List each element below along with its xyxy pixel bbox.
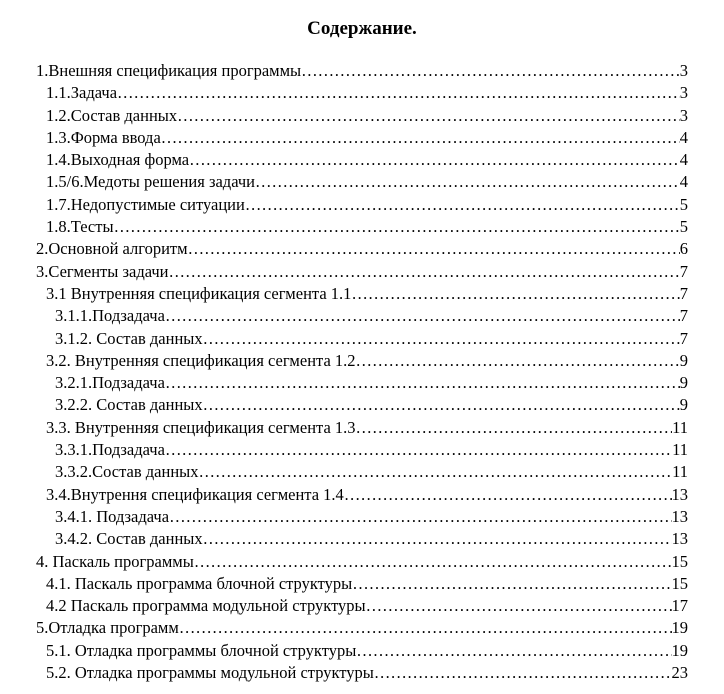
dot-leader [165, 372, 680, 394]
page-number: 7 [679, 328, 688, 348]
page-number: 5 [679, 194, 688, 214]
toc-entry [36, 528, 688, 550]
toc-entry [36, 194, 688, 216]
dot-leader [169, 261, 680, 283]
page-number: 3 [679, 61, 688, 80]
dot-leader [188, 238, 680, 260]
dot-leader [203, 328, 680, 350]
page-number: 3 [679, 83, 688, 103]
toc-entry [36, 439, 688, 461]
toc-entry-label: 1.3.Форма ввода [46, 127, 161, 147]
page-number: 4 [679, 172, 688, 192]
page-number: 9 [679, 350, 688, 370]
toc-entry [36, 60, 688, 82]
page-number: 9 [679, 373, 688, 393]
toc-entry [36, 662, 688, 684]
page-number: 3 [679, 105, 688, 125]
toc-entry [36, 461, 688, 483]
dot-leader [351, 283, 679, 305]
toc-entry [36, 82, 688, 104]
toc-entry-label: 3.3.2.Состав данных [55, 462, 199, 482]
toc-entry [36, 551, 688, 573]
page-number: 7 [679, 306, 688, 326]
toc-entry-label: 3.1 Внутренняя спецификация сегмента 1.1 [46, 283, 352, 303]
dot-leader [198, 461, 672, 483]
toc-entry [36, 350, 688, 372]
toc-entry [36, 149, 688, 171]
page-number: 15 [671, 551, 688, 571]
dot-leader [356, 350, 680, 372]
page-number: 9 [679, 395, 688, 415]
toc-entry-label: 3.2.2. Состав данных [55, 395, 203, 415]
toc-entry [36, 394, 688, 416]
toc-entry-label: 1.7.Недопустимые ситуации [46, 194, 245, 214]
toc-entry-label: 3.4.1. Подзадача [55, 506, 170, 526]
toc-entry [36, 216, 688, 238]
toc-entry [36, 105, 688, 127]
page-title: Содержание. [307, 18, 417, 39]
toc-entry-label: 1.Внешняя спецификация программы [36, 61, 302, 80]
toc-entry [36, 238, 688, 260]
dot-leader [194, 551, 672, 573]
page-number: 13 [671, 529, 688, 549]
toc-entry-label: 3.4.Внутрення спецификация сегмента 1.4 [46, 484, 344, 504]
dot-leader [165, 439, 672, 461]
page-number: 17 [671, 596, 688, 616]
dot-leader [374, 662, 672, 684]
dot-leader [245, 194, 680, 216]
toc [36, 60, 688, 684]
toc-entry-label: 3.2.1.Подзадача [55, 373, 165, 393]
toc-entry-label: 3.3. Внутренняя спецификация сегмента 1.3 [46, 417, 356, 437]
toc-entry-label: 1.2.Состав данных [46, 105, 178, 125]
toc-entry-label: 5.2. Отладка программы модульной структуры [46, 663, 374, 683]
dot-leader [356, 417, 673, 439]
toc-entry [36, 506, 688, 528]
page-number: 13 [671, 506, 688, 526]
toc-entry-label: 2.Основной алгоритм [36, 239, 188, 259]
toc-entry [36, 261, 688, 283]
page-number: 4 [679, 150, 688, 170]
toc-entry-label: 4.1. Паскаль программа блочной структуры [46, 573, 353, 593]
page-number: 23 [671, 663, 688, 683]
toc-entry [36, 372, 688, 394]
page-number: 15 [671, 573, 688, 593]
dot-leader [255, 171, 680, 193]
dot-leader [165, 305, 680, 327]
toc-entry-label: 1.4.Выходная форма [46, 150, 190, 170]
toc-entry [36, 328, 688, 350]
dot-leader [203, 528, 672, 550]
toc-entry-label: 3.2. Внутренняя спецификация сегмента 1.2 [46, 350, 356, 370]
dot-leader [356, 640, 671, 662]
page-number: 19 [671, 640, 688, 660]
dot-leader [203, 394, 680, 416]
toc-entry-label: 3.4.2. Состав данных [55, 529, 203, 549]
toc-entry [36, 417, 688, 439]
page-number: 11 [672, 462, 688, 482]
dot-leader [344, 484, 672, 506]
page-number: 7 [679, 261, 688, 281]
toc-entry [36, 640, 688, 662]
page-number: 11 [672, 440, 688, 460]
toc-entry-label: 3.Сегменты задачи [36, 261, 169, 281]
toc-entry [36, 283, 688, 305]
dot-leader [161, 127, 680, 149]
dot-leader [179, 617, 672, 639]
toc-entry [36, 305, 688, 327]
toc-entry [36, 484, 688, 506]
page-number: 5 [679, 217, 688, 237]
toc-entry [36, 595, 688, 617]
toc-entry [36, 617, 688, 639]
page-number: 11 [672, 417, 688, 437]
toc-entry-label: 1.1.Задача [46, 83, 118, 103]
toc-entry-label: 4. Паскаль программы [36, 551, 194, 571]
toc-entry-label: 5.Отладка программ [36, 618, 179, 638]
page-number: 4 [679, 127, 688, 147]
toc-entry-label: 4.2 Паскаль программа модульной структуры [46, 596, 366, 616]
toc-entry [36, 171, 688, 193]
dot-leader [117, 82, 680, 104]
toc-entry-label: 1.5/6.Медоты решения задачи [46, 172, 255, 192]
dot-leader [352, 573, 671, 595]
toc-entry [36, 573, 688, 595]
dot-leader [169, 506, 671, 528]
page-number: 13 [671, 484, 688, 504]
page-number: 6 [679, 239, 688, 259]
page-number: 7 [679, 283, 688, 303]
toc-entry [36, 127, 688, 149]
toc-entry-label: 5.1. Отладка программы блочной структуры [46, 640, 357, 660]
toc-entry-label: 3.1.2. Состав данных [55, 328, 203, 348]
toc-entry-label: 3.3.1.Подзадача [55, 440, 165, 460]
toc-entry-label: 1.8.Тесты [46, 217, 114, 237]
dot-leader [177, 105, 680, 127]
dot-leader [114, 216, 680, 238]
dot-leader [189, 149, 680, 171]
dot-leader [301, 60, 680, 82]
toc-entry-label: 3.1.1.Подзадача [55, 306, 165, 326]
dot-leader [366, 595, 672, 617]
page-number: 19 [671, 618, 688, 638]
